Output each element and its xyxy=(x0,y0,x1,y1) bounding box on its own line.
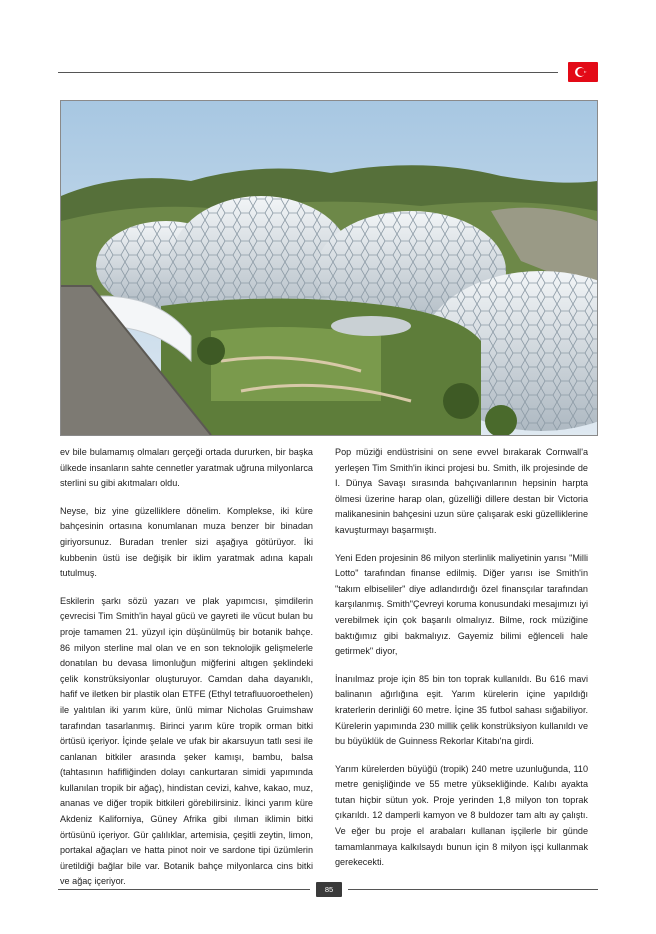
header-rule xyxy=(58,72,558,73)
paragraph: Yeni Eden projesinin 86 milyon sterlinlik maliyetinin yarısı "Milli Lotto" tarafından finanse edilmiş. Diğer yarısı ise Smith'in "takım elbiseliler" diye adlandırdığı özel finansçılar tarafından karşılanmış. Smith"Çevreyi koruma konusundaki mesajımızı iyi verebilmek için çok başarılı olmalıyız. Bilme, rock müziğine baktığımız gibi bakmalıyız. Gayemiz bilimi eğlenceli hale getirmek" diyor, xyxy=(335,552,588,657)
footer-rule-right xyxy=(348,889,598,890)
turkey-flag-icon xyxy=(568,62,598,82)
paragraph: İnanılmaz proje için 85 bin ton toprak kullanıldı. Bu 616 mavi balinanın ağırlığına eşit. Yarım kürelerin içine yapıldığı kraterlerin derinliği 60 metre. İçine 35 futbol sahası sığabiliyor. Kürelerin yapımında 230 millik çelik konstrüksiyon kullanıldı ve bu büyüklük de Guinness Rekorlar Kitabı'na girdi. xyxy=(335,673,588,747)
article-column-right xyxy=(335,445,588,883)
paragraph: Yarım kürelerden büyüğü (tropik) 240 metre uzunluğunda, 110 metre genişliğinde ve 55 metre yüksekliğinde. Kalıbı ayakta tutan hiçbir sütun yok. Proje yerinden 1,8 milyon ton toprak çıkarıldı. 12 damperli kamyon ve 8 buldozer tam altı ay çalıştı. Ve eğer bu proje el arabaları kullanan işçilerle bir günde tamamlanmaya kalkılsaydı bunun için 8 milyon işçi kullanmak gerekecekti. xyxy=(335,763,588,868)
page-number: 85 xyxy=(316,882,342,897)
paragraph: Neyse, biz yine güzelliklere dönelim. Komplekse, iki küre bahçesinin ortasına konumlanan muza benzer bir binadan giriyorsunuz. Buradan trenler sizi aşağıya götürüyor. İki kubbenin üstü ise değişik bir iklim yaratmak adına kapalı tutulmuş. xyxy=(60,505,313,579)
article-column-left xyxy=(60,445,313,902)
paragraph: Eskilerin şarkı sözü yazarı ve plak yapımcısı, şimdilerin çevrecisi Tim Smith'in hayal gücü ve gayreti ile vücut bulan bu proje tamamen 21. yüzyıl için düşünülmüş bir botanik bahçe. 86 milyon sterline mal olan ve en son teknolojik gelişmelerle donatılan bu devasa limonluğun miğferini altıgen şeklindeki çelik konstrüksiyonlar oluşturuyor. Camdan daha dayanıklı, hafif ve iletken bir plastik olan ETFE (Ethyl tetrafluuoroethelen) ile yalıtılan iki yarım küre, ünlü mimar Nicholas Gruimshaw tarafından tasarlanmış. Birinci yarım küre tropik orman bitki örtüsü içeriyor. İçinde şelale ve ufak bir akarsuyun tatlı sesi ile canlanan bitkiler arasında şeker kamışı, bambu, balsa (tahtasının hafifliğinden dolayı cankurtaran simidi yapımında kullanılan tropik bir ağaç), hindistan cevizi, kahve, kakao, muz, ananas ve diğer tropik bitkileri görebilirsiniz. İkinci yarım küre Akdeniz Kaliforniya, Güney Afrika gibi ılıman iklimin bitki örtüsünü içeriyor. Gür çalılıklar, artemisia, çeşitli zeytin, limon, portakal ağaçları ve hatta pinot noir ve sardone tipi üzümlerin üretildiği bağlar bile var. Botanik bahçe milyonlarca cins bitki ve ağaç içeriyor. xyxy=(60,595,313,887)
paragraph: ev bile bulamamış olmaları gerçeği ortada dururken, bir başka ülkede insanların sahte cennetler yaratmak uğruna milyonlarca sterlini su gibi akıtmaları oldu. xyxy=(60,447,313,489)
paragraph: Pop müziği endüstrisini on sene evvel bırakarak Cornwall'a yerleşen Tim Smith'in ikinci projesi bu. Smith, ilk projesinde de I. Dünya Savaşı sırasında bahçıvanlarının hepsinin harpta ölmesi üzerine harap olan, güzelliği dillere destan bir Victoria malikanesinin bahçesini uzun süre çalışarak eski güzelliklerine kavuşturmayı başarmıştı. xyxy=(335,447,588,535)
footer-rule-left xyxy=(58,889,310,890)
eden-project-photo xyxy=(60,100,598,436)
